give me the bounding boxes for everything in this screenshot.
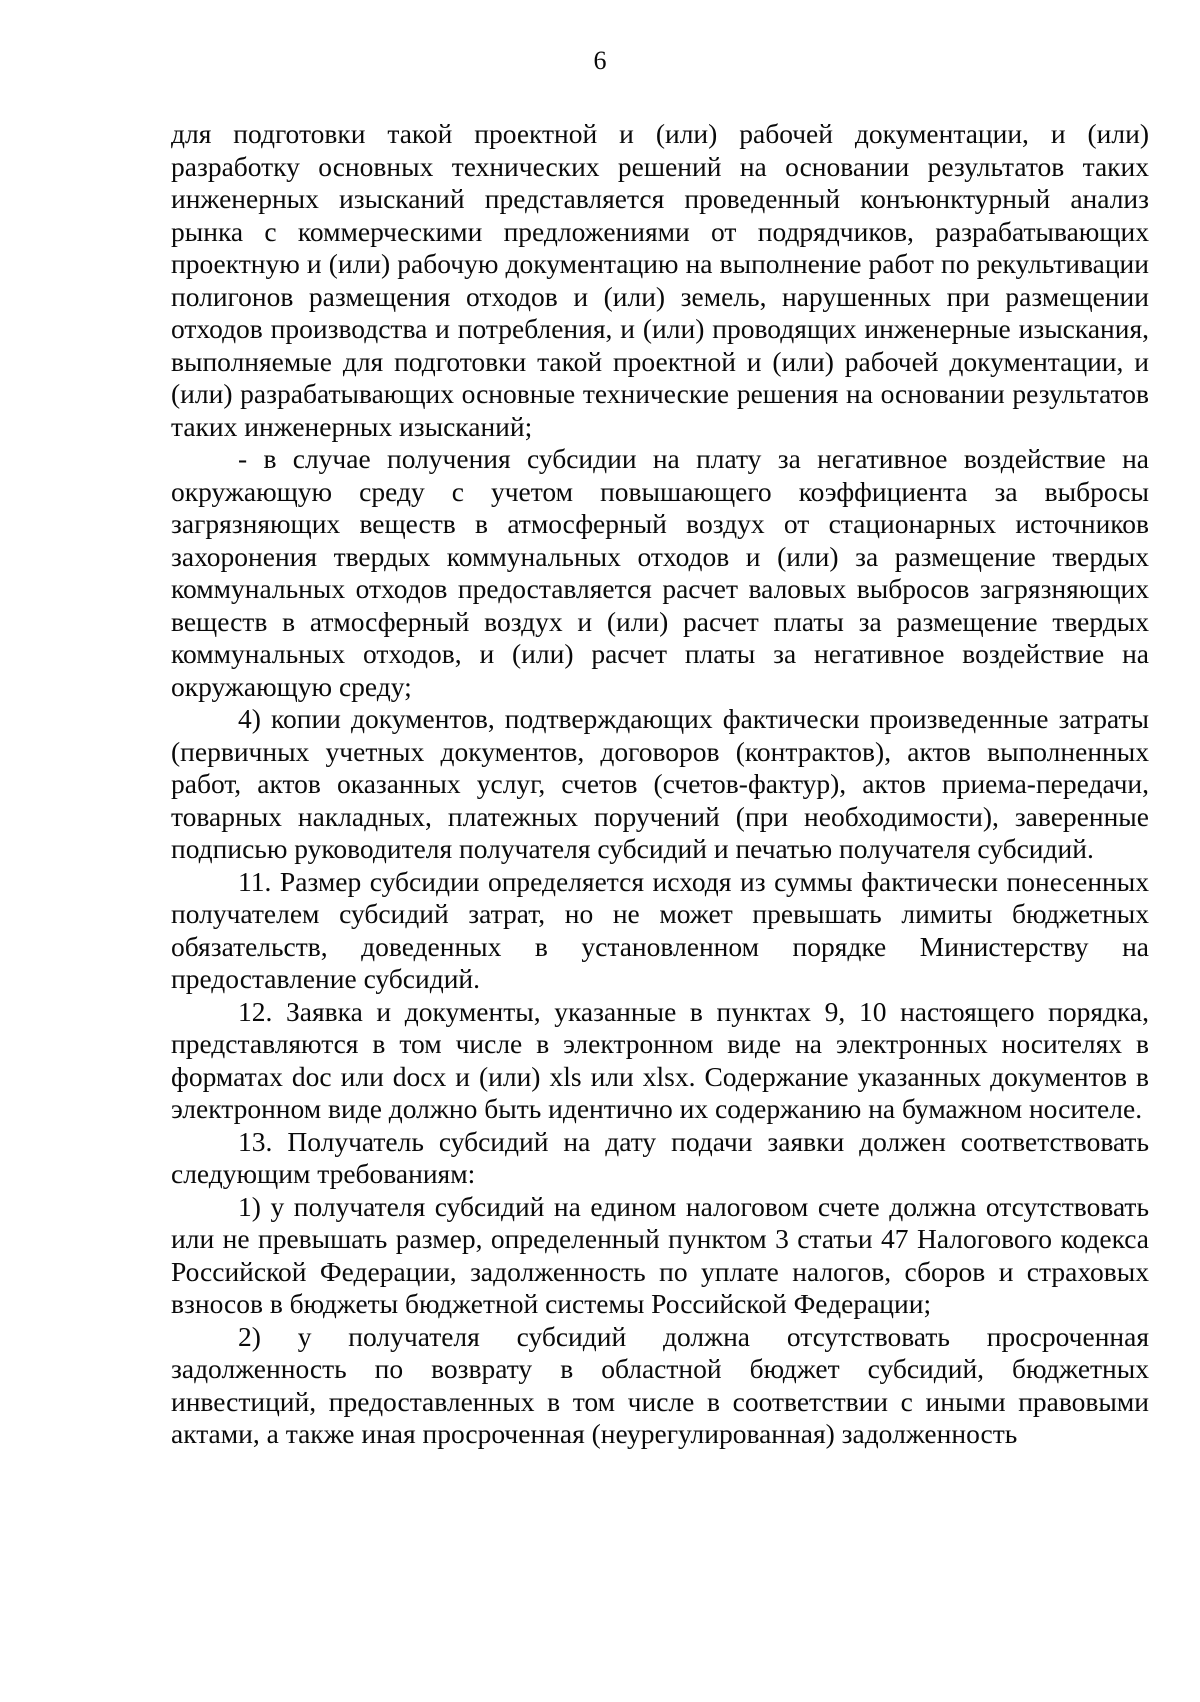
paragraph-negative-impact-fee: - в случае получения субсидии на плату за негативное воздействие на окружающую среду с учетом повышающего коэффициента за выбросы загрязняющих веществ в атмосферный воздух от стационарных источников захоронения твердых коммунальных отходов и (или) за размещение твердых коммунальных отходов предоставляется расчет валовых выбросов загрязняющих веществ в атмосферный воздух и (или) расчет платы за размещение твердых коммунальных отходов, и (или) расчет платы за негативное воздействие на окружающую среду; bbox=[171, 443, 1149, 702]
paragraph-clause-13: 13. Получатель субсидий на дату подачи заявки должен соответствовать следующим требованиям: bbox=[171, 1125, 1149, 1189]
page-number: 6 bbox=[593, 46, 607, 75]
paragraph-clause-12: 12. Заявка и документы, указанные в пунктах 9, 10 настоящего порядка, представляются в том числе в электронном виде на электронных носителях в форматах doc или docx и (или) xls или xlsx. Содержание указанных документов в электронном виде должно быть идентично их содержанию на бумажном носителе. bbox=[171, 995, 1149, 1124]
paragraph-item-4-document-copies: 4) копии документов, подтверждающих фактически произведенные затраты (первичных учетных документов, договоров (контрактов), актов выполненных работ, актов оказанных услуг, счетов (счетов-фактур), актов приема-передачи, товарных накладных, платежных поручений (при необходимости), заверенные подписью руководителя получателя субсидий и печатью получателя субсидий. bbox=[171, 703, 1149, 864]
paragraph-requirement-1: 1) у получателя субсидий на едином налоговом счете должна отсутствовать или не превышать размер, определенный пунктом 3 статьи 47 Налогового кодекса Российской Федерации, задолженность по уплате налогов, сборов и страховых взносов в бюджеты бюджетной системы Российской Федерации; bbox=[171, 1190, 1149, 1319]
paragraph-clause-11: 11. Размер субсидии определяется исходя из суммы фактически понесенных получателем субсидий затрат, но не может превышать лимиты бюджетных обязательств, доведенных в установленном порядке Министерству на предоставление субсидий. bbox=[171, 865, 1149, 994]
paragraph-requirement-2: 2) у получателя субсидий должна отсутствовать просроченная задолженность по возврату в областной бюджет субсидий, бюджетных инвестиций, предоставленных в том числе в соответствии с иными правовыми актами, а также иная просроченная (неурегулированная) задолженность bbox=[171, 1320, 1149, 1449]
paragraph-documentation-continuation: для подготовки такой проектной и (или) рабочей документации, и (или) разработку основных технических решений на основании результатов таких инженерных изысканий представляется проведенный конъюнктурный анализ рынка с коммерческими предложениями от подрядчиков, разрабатывающих проектную и (или) рабочую документацию на выполнение работ по рекультивации полигонов размещения отходов и (или) земель, нарушенных при размещении отходов производства и потребления, и (или) проводящих инженерные изыскания, выполняемые для подготовки такой проектной и (или) рабочей документации, и (или) разрабатывающих основные технические решения на основании результатов таких инженерных изысканий; bbox=[171, 118, 1149, 442]
document-body bbox=[171, 118, 1149, 1451]
